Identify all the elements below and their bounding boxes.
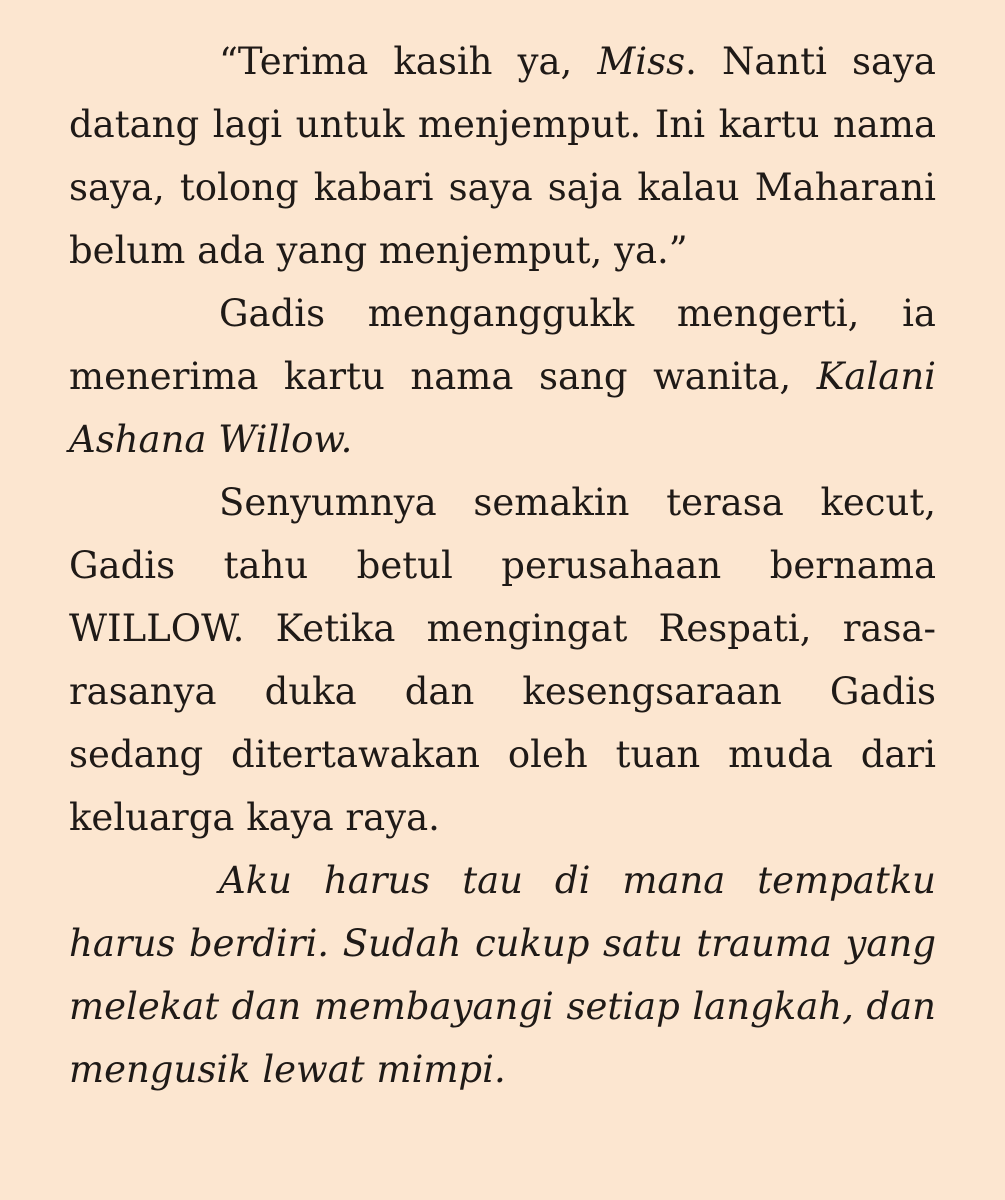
paragraph-1-text-end: . Nanti saya datang lagi untuk menjemput. Ini kartu nama saya, tolong kabari saya saja kalau Maharani belum ada yang menjemput, ya.”	[69, 40, 936, 272]
paragraph-1-italic-word: Miss	[597, 40, 686, 83]
paragraph-4-italic-thought: Aku harus tau di mana tempatku harus berdiri. Sudah cukup satu trauma yang melekat dan membayangi setiap langkah, dan mengusik lewat mimpi.	[69, 859, 936, 1091]
paragraph-2-italic-name: Kalani Ashana Willow.	[69, 355, 936, 461]
paragraph-1	[69, 30, 936, 282]
paragraph-1-text-start: “Terima kasih ya,	[219, 40, 598, 83]
paragraph-2	[69, 282, 936, 471]
paragraph-2-text: Gadis menganggukk mengerti, ia menerima kartu nama sang wanita,	[69, 292, 936, 398]
paragraph-3: Senyumnya semakin terasa kecut, Gadis tahu betul perusahaan bernama WILLOW. Ketika mengingat Respati, rasa-rasanya duka dan kesengsaraan Gadis sedang ditertawakan oleh tuan muda dari keluarga kaya raya.	[69, 481, 936, 839]
book-page	[69, 30, 936, 1101]
